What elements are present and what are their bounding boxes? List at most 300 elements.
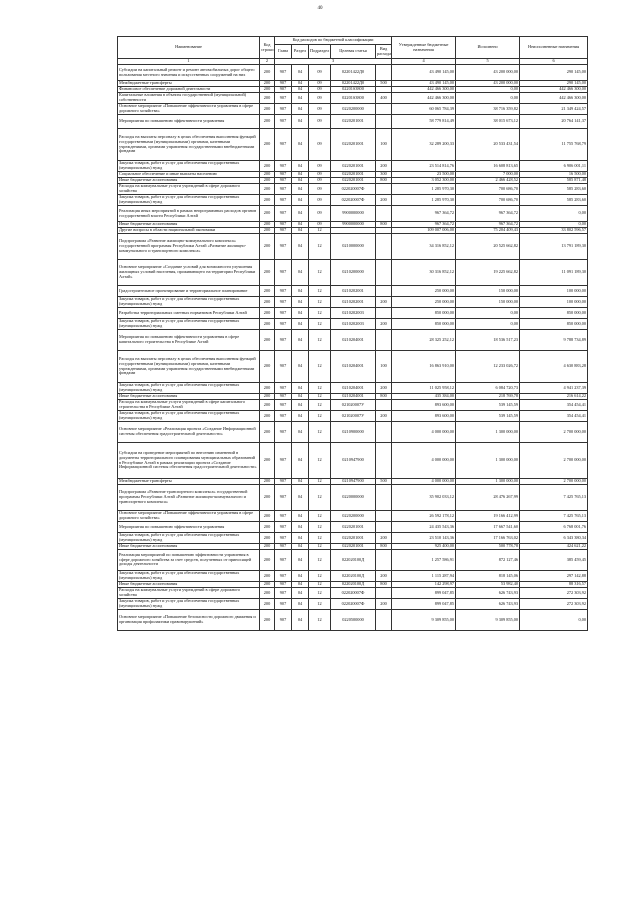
row-line-code: 200 — [260, 260, 275, 286]
row-name: Основное мероприятие «Создание условий для возможности улучшения жилищных условий населения, проживающего на территории Республики Алтай» — [118, 260, 260, 286]
row-name: Подпрограмма «Развитие жилищно-коммунального комплекса» государственной программы Республики Алтай «Развитие жилищно-коммунального и транспортного комплекса» — [118, 234, 260, 260]
header-chapter: Глава — [275, 45, 292, 59]
row-executed: 539 145,59 — [456, 400, 520, 411]
row-subsection: 12 — [309, 533, 331, 544]
row-section: 04 — [292, 443, 309, 479]
row-name: Закупка товаров, работ и услуг для обеспечения государственных (муниципальных) нужд — [118, 533, 260, 544]
row-section: 04 — [292, 422, 309, 443]
row-expense-type — [376, 65, 392, 81]
row-subsection: 09 — [309, 65, 331, 81]
row-target: 0210202003 — [331, 308, 376, 319]
row-unexecuted: 6 343 380,34 — [520, 533, 588, 544]
row-subsection: 12 — [309, 394, 331, 400]
row-chapter: 907 — [275, 286, 292, 297]
row-subsection: 12 — [309, 383, 331, 394]
row-expense-type: 400 — [376, 93, 392, 104]
row-name: Закупка товаров, работ и услуг для обеспечения государственных (муниципальных) нужд — [118, 599, 260, 610]
row-chapter: 907 — [275, 588, 292, 599]
row-target: 0220201001 — [331, 129, 376, 161]
row-unexecuted: 7 425 765,13 — [520, 485, 588, 511]
row-executed: 967 364,72 — [456, 206, 520, 222]
table-row — [118, 65, 588, 81]
row-target: 022020100Д — [331, 571, 376, 582]
row-chapter: 907 — [275, 582, 292, 588]
row-section: 04 — [292, 161, 309, 172]
row-chapter: 907 — [275, 178, 292, 184]
row-target: 0220201001 — [331, 161, 376, 172]
row-chapter: 907 — [275, 195, 292, 206]
row-approved: 4 000 000,00 — [392, 422, 456, 443]
row-unexecuted: 424 621,22 — [520, 544, 588, 550]
row-line-code: 200 — [260, 330, 275, 351]
table-row — [118, 87, 588, 93]
row-subsection: 09 — [309, 184, 331, 195]
row-expense-type — [376, 485, 392, 511]
row-approved: 43 490 145,00 — [392, 65, 456, 81]
row-chapter: 907 — [275, 610, 292, 631]
row-line-code: 200 — [260, 588, 275, 599]
table-row — [118, 330, 588, 351]
row-line-code: 200 — [260, 411, 275, 422]
row-chapter: 907 — [275, 511, 292, 522]
row-approved: 9 309 855,00 — [392, 610, 456, 631]
row-unexecuted: 272 303,92 — [520, 588, 588, 599]
row-section: 04 — [292, 522, 309, 533]
row-approved: 142 298,97 — [392, 582, 456, 588]
row-approved: 30 316 852,12 — [392, 260, 456, 286]
row-unexecuted: 9 788 734,89 — [520, 330, 588, 351]
row-line-code: 200 — [260, 161, 275, 172]
row-chapter: 907 — [275, 81, 292, 87]
row-subsection: 12 — [309, 330, 331, 351]
table-row — [118, 599, 588, 610]
row-subsection: 12 — [309, 422, 331, 443]
row-executed: 2 466 428,52 — [456, 178, 520, 184]
row-line-code: 200 — [260, 65, 275, 81]
row-unexecuted: 442 466 300,00 — [520, 93, 588, 104]
row-chapter: 907 — [275, 330, 292, 351]
row-expense-type — [376, 588, 392, 599]
row-name: Иные бюджетные ассигнования — [118, 582, 260, 588]
row-expense-type — [376, 522, 392, 533]
row-name: Иные бюджетные ассигнования — [118, 222, 260, 228]
row-section: 04 — [292, 582, 309, 588]
row-chapter: 907 — [275, 87, 292, 93]
row-subsection: 09 — [309, 87, 331, 93]
row-executed: 500 778,78 — [456, 544, 520, 550]
row-unexecuted: 585 283,60 — [520, 184, 588, 195]
row-section: 04 — [292, 104, 309, 115]
row-approved: 435 384,00 — [392, 394, 456, 400]
row-chapter: 907 — [275, 161, 292, 172]
row-expense-type: 200 — [376, 411, 392, 422]
row-approved: 16 863 910,00 — [392, 351, 456, 383]
row-line-code: 200 — [260, 104, 275, 115]
row-executed: 539 145,59 — [456, 411, 520, 422]
row-subsection: 12 — [309, 400, 331, 411]
row-executed: 9 309 855,00 — [456, 610, 520, 631]
row-unexecuted: 6 906 001,11 — [520, 161, 588, 172]
row-expense-type — [376, 610, 392, 631]
row-section: 04 — [292, 400, 309, 411]
row-unexecuted: 585 283,60 — [520, 195, 588, 206]
row-name: Межбюджетные трансферты — [118, 81, 260, 87]
row-subsection: 12 — [309, 228, 331, 234]
row-chapter: 907 — [275, 351, 292, 383]
row-line-code: 200 — [260, 184, 275, 195]
row-unexecuted: 354 454,41 — [520, 400, 588, 411]
row-target: 0220201001 — [331, 178, 376, 184]
row-subsection: 12 — [309, 588, 331, 599]
table-row — [118, 104, 588, 115]
row-target: 022020100Д — [331, 550, 376, 571]
row-expense-type — [376, 511, 392, 522]
row-executed: 218 769,78 — [456, 394, 520, 400]
row-executed: 700 686,70 — [456, 195, 520, 206]
row-expense-type — [376, 550, 392, 571]
row-subsection: 12 — [309, 522, 331, 533]
row-expense-type: 500 — [376, 81, 392, 87]
row-approved: 442 466 300,00 — [392, 93, 456, 104]
row-target: 0220200000 — [331, 104, 376, 115]
row-executed: 1 300 000,00 — [456, 479, 520, 485]
row-executed: 1 300 000,00 — [456, 422, 520, 443]
row-subsection: 09 — [309, 222, 331, 228]
row-name: Расходы на выплаты персоналу в целях обеспечения выполнения функций государственными (муниципальными) органами, казенными учреждениями, органами управления государственными внебюджетными фондами — [118, 351, 260, 383]
row-target: 9900000000 — [331, 206, 376, 222]
row-chapter: 907 — [275, 599, 292, 610]
row-approved: 11 025 958,12 — [392, 383, 456, 394]
row-section: 04 — [292, 93, 309, 104]
row-chapter: 907 — [275, 222, 292, 228]
row-name: Подпрограмма «Развитие транспортного комплекса» государственной программы Республики Алтай «Развитие жилищно-коммунального и транспортного комплекса» — [118, 485, 260, 511]
row-executed: 0,00 — [456, 308, 520, 319]
row-section: 04 — [292, 485, 309, 511]
row-name: Субсидии на проведение мероприятий по внесению изменений в документы территориального планирования муниципальных образований в Республике Алтай в рамках реализации проекта «Создание Информационной системы обеспечения градостроительной деятельности» — [118, 443, 260, 479]
row-target: 021020007У — [331, 411, 376, 422]
row-unexecuted: 21 349 424,57 — [520, 104, 588, 115]
row-section: 04 — [292, 394, 309, 400]
row-name: Финансовое обеспечение дорожной деятельности — [118, 87, 260, 93]
row-target: 0220201001 — [331, 533, 376, 544]
row-section: 04 — [292, 172, 309, 178]
table-row — [118, 260, 588, 286]
row-executed: 75 204 409,43 — [456, 228, 520, 234]
row-chapter: 907 — [275, 115, 292, 129]
row-target: 0220201001 — [331, 522, 376, 533]
row-target: 0210202003 — [331, 319, 376, 330]
header-executed: Исполнено — [456, 37, 520, 59]
row-subsection: 09 — [309, 206, 331, 222]
row-approved: 899 047,85 — [392, 588, 456, 599]
row-expense-type: 800 — [376, 544, 392, 550]
row-target: 0210200000 — [331, 260, 376, 286]
row-name: Реализация иных мероприятий в рамках непрограммных расходов органов государственной власти Республики Алтай — [118, 206, 260, 222]
row-target: 0220500000 — [331, 610, 376, 631]
row-subsection: 12 — [309, 544, 331, 550]
row-chapter: 907 — [275, 184, 292, 195]
row-section: 04 — [292, 308, 309, 319]
table-row — [118, 234, 588, 260]
header-unexecuted: Неисполненные назначения — [520, 37, 588, 59]
row-section: 04 — [292, 234, 309, 260]
row-target: 02201S3800 — [331, 93, 376, 104]
row-target: 0220000000 — [331, 485, 376, 511]
row-section: 04 — [292, 330, 309, 351]
row-chapter: 907 — [275, 394, 292, 400]
row-unexecuted: 2 700 000,00 — [520, 443, 588, 479]
row-unexecuted: 272 303,92 — [520, 599, 588, 610]
row-name: Закупка товаров, работ и услуг для обеспечения государственных (муниципальных) нужд — [118, 195, 260, 206]
row-name: Мероприятия по повышению эффективности управления — [118, 522, 260, 533]
row-name: Закупка товаров, работ и услуг для обеспечения государственных (муниципальных) нужд — [118, 571, 260, 582]
row-line-code: 200 — [260, 222, 275, 228]
row-subsection: 12 — [309, 479, 331, 485]
header-subsection: Подраздел — [309, 45, 331, 59]
row-name: Расходы на коммунальные услуги учреждений в сфере дорожного хозяйства — [118, 184, 260, 195]
row-executed: 17 166 763,02 — [456, 533, 520, 544]
row-chapter: 907 — [275, 308, 292, 319]
row-expense-type: 200 — [376, 383, 392, 394]
row-expense-type: 800 — [376, 222, 392, 228]
row-name: Межбюджетные трансферты — [118, 479, 260, 485]
row-line-code: 200 — [260, 571, 275, 582]
row-chapter: 907 — [275, 533, 292, 544]
row-target: 021020007У — [331, 400, 376, 411]
row-section: 04 — [292, 571, 309, 582]
header-code-group: Код расходов по бюджетной классификации — [275, 37, 392, 45]
table-row — [118, 443, 588, 479]
row-target: 0210204001 — [331, 351, 376, 383]
row-target: 022020007Ф — [331, 184, 376, 195]
row-expense-type — [376, 422, 392, 443]
row-unexecuted: 585 871,48 — [520, 178, 588, 184]
row-approved: 925 400,00 — [392, 544, 456, 550]
row-target: 022020007Ф — [331, 599, 376, 610]
row-executed: 6 084 720,73 — [456, 383, 520, 394]
row-subsection: 09 — [309, 115, 331, 129]
row-line-code: 200 — [260, 87, 275, 93]
row-approved: 4 000 000,00 — [392, 443, 456, 479]
row-expense-type — [376, 184, 392, 195]
row-target: 0220201001 — [331, 115, 376, 129]
row-section: 04 — [292, 129, 309, 161]
row-approved: 899 047,85 — [392, 599, 456, 610]
row-target: 9900000000 — [331, 222, 376, 228]
row-chapter: 907 — [275, 550, 292, 571]
row-expense-type — [376, 330, 392, 351]
row-section: 04 — [292, 87, 309, 93]
row-expense-type: 800 — [376, 582, 392, 588]
row-expense-type — [376, 308, 392, 319]
row-name: Реализация мероприятий по повышению эффективности управления в сфере дорожного хозяйства за счет средств, полученных от приносящей доходы деятельности — [118, 550, 260, 571]
row-name: Другие вопросы в области национальной экономики — [118, 228, 260, 234]
row-name: Основное мероприятие «Повышение безопасности дорожного движения и организация профилактики правонарушений» — [118, 610, 260, 631]
row-executed: 43 200 000,00 — [456, 65, 520, 81]
row-subsection: 09 — [309, 129, 331, 161]
table-row — [118, 308, 588, 319]
row-unexecuted: 20 764 141,37 — [520, 115, 588, 129]
table-row — [118, 172, 588, 178]
header-section: Раздел — [292, 45, 309, 59]
row-name: Основное мероприятие «Повышение эффективности управления в сфере дорожного хозяйства» — [118, 511, 260, 522]
row-subsection: 09 — [309, 172, 331, 178]
row-approved: 58 779 814,49 — [392, 115, 456, 129]
row-section: 04 — [292, 184, 309, 195]
row-unexecuted: 6 768 001,76 — [520, 522, 588, 533]
row-section: 04 — [292, 544, 309, 550]
row-expense-type: 300 — [376, 172, 392, 178]
row-target: 0210000000 — [331, 234, 376, 260]
row-executed: 872 127,46 — [456, 550, 520, 571]
row-line-code: 200 — [260, 178, 275, 184]
row-executed: 17 667 541,60 — [456, 522, 520, 533]
row-section: 04 — [292, 319, 309, 330]
row-chapter: 907 — [275, 65, 292, 81]
row-unexecuted: 4 941 237,39 — [520, 383, 588, 394]
row-expense-type: 100 — [376, 351, 392, 383]
row-chapter: 907 — [275, 104, 292, 115]
table-row — [118, 422, 588, 443]
table-row — [118, 533, 588, 544]
row-name: Расходы на коммунальные услуги учреждений в сфере капитального строительства в Республике Алтай — [118, 400, 260, 411]
row-executed: 150 000,00 — [456, 286, 520, 297]
row-subsection: 12 — [309, 351, 331, 383]
row-subsection: 09 — [309, 195, 331, 206]
row-unexecuted: 297 142,88 — [520, 571, 588, 582]
row-unexecuted: 290 145,00 — [520, 81, 588, 87]
row-subsection: 12 — [309, 485, 331, 511]
row-unexecuted: 4 630 883,28 — [520, 351, 588, 383]
row-approved: 34 316 852,12 — [392, 234, 456, 260]
row-executed: 0,00 — [456, 319, 520, 330]
row-executed: 38 015 673,12 — [456, 115, 520, 129]
row-subsection: 12 — [309, 571, 331, 582]
row-expense-type: 200 — [376, 161, 392, 172]
row-executed: 53 982,40 — [456, 582, 520, 588]
row-name: Иные бюджетные ассигнования — [118, 394, 260, 400]
row-unexecuted: 7 425 765,13 — [520, 511, 588, 522]
row-chapter: 907 — [275, 571, 292, 582]
table-row — [118, 550, 588, 571]
row-subsection: 12 — [309, 286, 331, 297]
row-name: Закупка товаров, работ и услуг для обеспечения государственных (муниципальных) нужд — [118, 161, 260, 172]
row-approved: 43 490 145,00 — [392, 81, 456, 87]
row-expense-type — [376, 400, 392, 411]
row-subsection: 12 — [309, 297, 331, 308]
row-chapter: 907 — [275, 228, 292, 234]
row-unexecuted: 11 755 768,79 — [520, 129, 588, 161]
row-line-code: 200 — [260, 582, 275, 588]
row-line-code: 200 — [260, 351, 275, 383]
row-target: 0210204001 — [331, 330, 376, 351]
row-expense-type — [376, 115, 392, 129]
row-chapter: 907 — [275, 172, 292, 178]
table-row — [118, 485, 588, 511]
row-section: 04 — [292, 195, 309, 206]
row-subsection: 09 — [309, 81, 331, 87]
row-approved: 35 902 033,12 — [392, 485, 456, 511]
row-target: 0210947900 — [331, 443, 376, 479]
row-subsection: 12 — [309, 550, 331, 571]
row-chapter: 907 — [275, 260, 292, 286]
header-target: Целевая статья — [331, 45, 376, 59]
row-line-code: 200 — [260, 319, 275, 330]
table-row — [118, 571, 588, 582]
table-row — [118, 383, 588, 394]
row-executed: 7 000,00 — [456, 172, 520, 178]
row-unexecuted: 0,00 — [520, 222, 588, 228]
row-subsection: 12 — [309, 610, 331, 631]
row-section: 04 — [292, 610, 309, 631]
row-expense-type: 200 — [376, 571, 392, 582]
budget-table — [117, 36, 588, 631]
row-name: Мероприятия по повышению эффективности управления в сфере капитального строительства в Республике Алтай — [118, 330, 260, 351]
row-target: 022020007Ф — [331, 588, 376, 599]
row-chapter: 907 — [275, 443, 292, 479]
row-chapter: 907 — [275, 411, 292, 422]
header-name: Наименование — [118, 37, 260, 59]
row-target: 0220200000 — [331, 511, 376, 522]
index-row: 1 2 3 4 5 6 — [118, 59, 588, 65]
row-section: 04 — [292, 286, 309, 297]
row-approved: 967 364,72 — [392, 222, 456, 228]
row-expense-type: 100 — [376, 129, 392, 161]
row-subsection: 09 — [309, 104, 331, 115]
row-executed: 700 686,70 — [456, 184, 520, 195]
row-expense-type: 200 — [376, 195, 392, 206]
row-approved: 1 115 287,94 — [392, 571, 456, 582]
row-line-code: 200 — [260, 533, 275, 544]
row-approved: 1 285 970,30 — [392, 195, 456, 206]
row-section: 04 — [292, 599, 309, 610]
row-unexecuted: 11 091 189,30 — [520, 260, 588, 286]
row-name: Расходы на выплаты персоналу в целях обеспечения выполнения функций государственными (муниципальными) органами, казенными учреждениями, органами управления государственными внебюджетными фондами — [118, 129, 260, 161]
row-section: 04 — [292, 206, 309, 222]
header-approved: Утвержденные бюджетные назначения — [392, 37, 456, 59]
row-unexecuted: 216 614,22 — [520, 394, 588, 400]
header-line-code: Код строки — [260, 37, 275, 59]
row-executed: 0,00 — [456, 93, 520, 104]
row-executed: 16 608 813,65 — [456, 161, 520, 172]
row-section: 04 — [292, 65, 309, 81]
row-subsection: 12 — [309, 511, 331, 522]
row-line-code: 200 — [260, 443, 275, 479]
row-line-code: 200 — [260, 129, 275, 161]
row-section: 04 — [292, 383, 309, 394]
header-expense-type: Вид расхода — [376, 45, 392, 59]
row-executed: 18 536 517,23 — [456, 330, 520, 351]
row-chapter: 907 — [275, 479, 292, 485]
row-approved: 850 000,00 — [392, 319, 456, 330]
table-row — [118, 400, 588, 411]
table-row — [118, 511, 588, 522]
row-subsection: 09 — [309, 93, 331, 104]
row-line-code: 200 — [260, 81, 275, 87]
row-approved: 32 289 200,33 — [392, 129, 456, 161]
row-name: Закупка товаров, работ и услуг для обеспечения государственных (муниципальных) нужд — [118, 297, 260, 308]
row-target: 0210900000 — [331, 422, 376, 443]
row-line-code: 200 — [260, 522, 275, 533]
row-expense-type — [376, 443, 392, 479]
row-subsection: 12 — [309, 234, 331, 260]
row-name: Закупка товаров, работ и услуг для обеспечения государственных (муниципальных) нужд — [118, 411, 260, 422]
row-expense-type: 200 — [376, 599, 392, 610]
row-line-code: 200 — [260, 172, 275, 178]
row-target: 022020007Ф — [331, 195, 376, 206]
row-executed: 626 743,93 — [456, 588, 520, 599]
row-target: 0210204001 — [331, 383, 376, 394]
